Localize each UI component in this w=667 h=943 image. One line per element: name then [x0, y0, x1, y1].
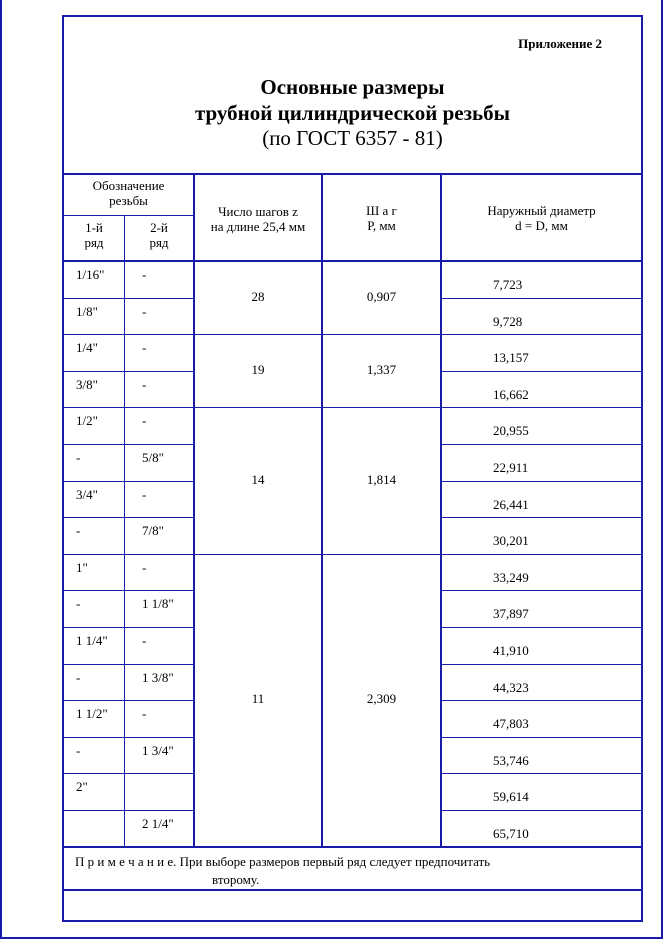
row2-designation: 1 1/8"	[142, 596, 174, 611]
row1-header: 1-й ряд	[84, 220, 104, 250]
outer-diameter: 16,662	[493, 387, 529, 402]
row-divider-designation	[64, 737, 193, 738]
page-title-line2: трубной цилиндрической резьбы	[194, 101, 511, 125]
row-divider-diameter	[441, 444, 641, 445]
group-divider	[194, 554, 441, 555]
note-line1: П р и м е ч а н и е. При выборе размеров первый ряд следует предпочитать	[75, 854, 491, 869]
row2-header: 2-й ряд	[149, 220, 169, 250]
note-line2: второму.	[212, 872, 260, 887]
steps-count: 19	[251, 362, 265, 377]
outer-diameter: 41,910	[493, 643, 529, 658]
row-divider-diameter	[441, 627, 641, 628]
outer-right-border	[661, 0, 663, 939]
header-bottom-border	[64, 260, 641, 262]
pitch-value: 1,814	[366, 472, 397, 487]
row2-designation: -	[142, 487, 147, 502]
outer-diameter: 65,710	[493, 826, 529, 841]
steps-header: Число шагов z на длине 25,4 мм	[210, 204, 306, 234]
outer-diameter: 26,441	[493, 497, 529, 512]
row1-designation: -	[76, 596, 81, 611]
row-divider-designation	[64, 664, 193, 665]
appendix-label: Приложение 2	[518, 36, 602, 51]
outer-diameter: 37,897	[493, 606, 529, 621]
note-top-border	[64, 846, 641, 848]
row-divider-designation	[64, 517, 193, 518]
pitch-value: 1,337	[366, 362, 397, 377]
row-divider-diameter	[441, 773, 641, 774]
diameter-header: Наружный диаметр d = D, мм	[487, 203, 596, 233]
steps-count: 11	[251, 691, 265, 706]
row2-designation: -	[142, 304, 147, 319]
row2-designation: 7/8"	[142, 523, 164, 538]
page-title-line1: Основные размеры	[260, 75, 445, 99]
pitch-value: 0,907	[366, 289, 397, 304]
outer-diameter: 7,723	[493, 277, 523, 292]
row-divider-diameter	[441, 664, 641, 665]
row-divider-diameter	[441, 481, 641, 482]
outer-diameter: 33,249	[493, 570, 529, 585]
row-divider-designation	[64, 627, 193, 628]
row-divider-designation	[64, 481, 193, 482]
table-top-border	[64, 173, 641, 175]
row2-designation: 1 3/8"	[142, 670, 174, 685]
outer-diameter: 47,803	[493, 716, 529, 731]
row2-designation: -	[142, 413, 147, 428]
col-divider-2	[321, 173, 323, 846]
row-divider-designation	[64, 810, 193, 811]
row1-designation: 1"	[76, 560, 88, 575]
outer-diameter: 13,157	[493, 350, 529, 365]
row1-designation: 3/4"	[76, 487, 98, 502]
group-divider	[194, 334, 441, 335]
outer-diameter: 30,201	[493, 533, 529, 548]
row-divider-designation	[64, 334, 193, 335]
row-divider-designation	[64, 590, 193, 591]
row-divider-diameter	[441, 298, 641, 299]
row1-designation: -	[76, 670, 81, 685]
row1-designation: 2"	[76, 779, 88, 794]
row2-designation: -	[142, 706, 147, 721]
outer-diameter: 9,728	[493, 314, 523, 329]
row1-designation: -	[76, 450, 81, 465]
row1-designation: 1/16"	[76, 267, 105, 282]
steps-count: 28	[251, 289, 265, 304]
steps-count: 14	[251, 472, 265, 487]
title-area	[64, 17, 641, 173]
col-divider-3	[440, 173, 442, 846]
row-divider-designation	[64, 298, 193, 299]
row2-designation: -	[142, 340, 147, 355]
row-divider-designation	[64, 554, 193, 555]
row-divider-designation	[64, 700, 193, 701]
col-divider-1	[193, 173, 195, 846]
row-divider-diameter	[441, 590, 641, 591]
row-divider-diameter	[441, 334, 641, 335]
row1-designation: -	[76, 743, 81, 758]
designation-subheader-line	[64, 215, 193, 216]
row-divider-diameter	[441, 737, 641, 738]
page-frame	[62, 15, 643, 922]
designation-header: Обозначение резьбы	[92, 178, 165, 208]
row2-designation: 2 1/4"	[142, 816, 174, 831]
row1-designation: 1 1/4"	[76, 633, 108, 648]
row1-designation: 3/8"	[76, 377, 98, 392]
row2-designation: -	[142, 377, 147, 392]
outer-diameter: 20,955	[493, 423, 529, 438]
pitch-value: 2,309	[366, 691, 397, 706]
row2-designation: -	[142, 267, 147, 282]
row1-designation: -	[76, 523, 81, 538]
row2-designation: 5/8"	[142, 450, 164, 465]
row-divider-diameter	[441, 517, 641, 518]
outer-diameter: 59,614	[493, 789, 529, 804]
row-divider-diameter	[441, 371, 641, 372]
row-divider-diameter	[441, 407, 641, 408]
row1-designation: 1/2"	[76, 413, 98, 428]
row2-designation: -	[142, 633, 147, 648]
group-divider	[194, 407, 441, 408]
row-divider-diameter	[441, 700, 641, 701]
row-divider-designation	[64, 773, 193, 774]
outer-bottom-border	[0, 937, 663, 939]
page-title-standard: (по ГОСТ 6357 - 81)	[262, 126, 443, 150]
row2-designation: -	[142, 560, 147, 575]
outer-diameter: 22,911	[493, 460, 529, 475]
outer-left-border	[0, 0, 2, 939]
row-divider-diameter	[441, 810, 641, 811]
row1-designation: 1 1/2"	[76, 706, 108, 721]
row2-designation: 1 3/4"	[142, 743, 174, 758]
row-divider-diameter	[441, 554, 641, 555]
row-divider-designation	[64, 407, 193, 408]
pitch-header: Ш а г Р, мм	[366, 203, 397, 233]
row-divider-designation	[64, 444, 193, 445]
row1-designation: 1/8"	[76, 304, 98, 319]
outer-diameter: 53,746	[493, 753, 529, 768]
col-divider-r1-r2	[124, 215, 125, 846]
row-divider-designation	[64, 371, 193, 372]
row1-designation: 1/4"	[76, 340, 98, 355]
outer-diameter: 44,323	[493, 680, 529, 695]
note-bottom-border	[64, 889, 641, 891]
